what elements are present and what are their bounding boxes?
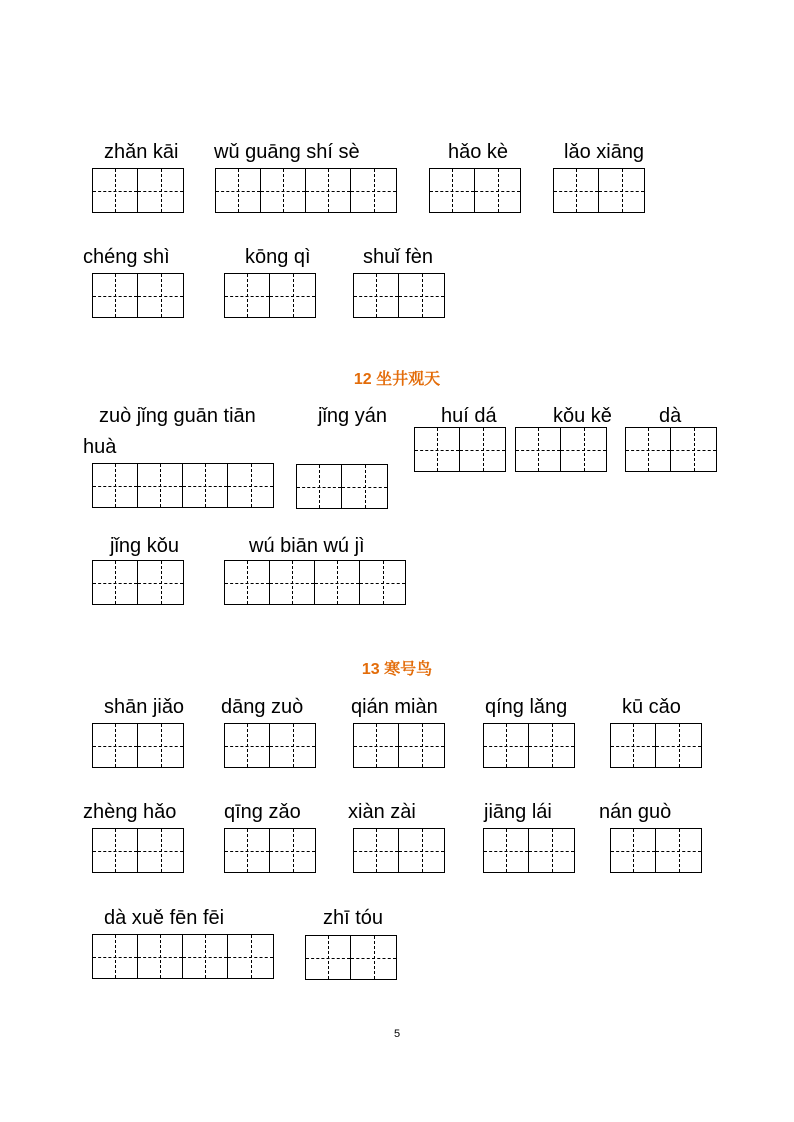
char-box-group	[92, 723, 184, 768]
char-box-group	[92, 934, 274, 979]
lesson-13-title: 13 寒号鸟	[361, 661, 433, 678]
pinyin-word: jǐng yán	[318, 405, 387, 427]
char-box-group	[515, 427, 607, 472]
pinyin-word: jiāng lái	[484, 801, 552, 823]
char-box-group	[224, 560, 406, 605]
pinyin-word: dāng zuò	[221, 696, 304, 718]
char-box-group	[483, 828, 575, 873]
pinyin-word: huí dá	[441, 405, 497, 427]
pinyin-word: kōng qì	[245, 246, 311, 268]
char-box-group	[224, 828, 316, 873]
pinyin-word: wú biān wú jì	[249, 535, 365, 557]
char-box-group	[296, 464, 388, 509]
pinyin-word: shuǐ fèn	[363, 246, 434, 268]
pinyin-word: wǔ guāng shí sè	[214, 141, 360, 163]
char-box-group	[92, 560, 184, 605]
char-box-group	[610, 723, 702, 768]
pinyin-word: lǎo xiāng	[564, 141, 645, 163]
pinyin-word: zhǎn kāi	[104, 141, 179, 163]
char-box-group	[92, 168, 184, 213]
char-box-group	[483, 723, 575, 768]
char-box-group	[305, 935, 397, 980]
char-box-group	[92, 828, 184, 873]
pinyin-word: shān jiǎo	[104, 696, 185, 718]
char-box-group	[353, 723, 445, 768]
pinyin-word: kū cǎo	[622, 696, 681, 718]
char-box-group	[353, 273, 445, 318]
pinyin-word: jǐng kǒu	[110, 535, 179, 557]
lesson-12-title: 12 坐井观天	[353, 371, 441, 388]
char-box-group	[610, 828, 702, 873]
pinyin-word: dà xuě fēn fēi	[104, 907, 225, 929]
char-box-group	[429, 168, 521, 213]
pinyin-word: kǒu kě	[553, 405, 612, 427]
char-box-group	[92, 273, 184, 318]
char-box-group	[92, 463, 274, 508]
pinyin-word: hǎo kè	[448, 141, 509, 163]
pinyin-word: chéng shì	[83, 246, 170, 268]
char-box-group	[625, 427, 717, 472]
pinyin-word: zhèng hǎo	[83, 801, 177, 823]
page-number: 5	[393, 1028, 401, 1040]
pinyin-word: qīng zǎo	[224, 801, 301, 823]
char-box-group	[224, 723, 316, 768]
pinyin-word-wrap: huà	[83, 436, 117, 458]
char-box-group	[414, 427, 506, 472]
char-box-group	[215, 168, 397, 213]
pinyin-word: xiàn zài	[348, 801, 416, 823]
pinyin-word: dà	[659, 405, 682, 427]
pinyin-word: qián miàn	[351, 696, 438, 718]
pinyin-word: nán guò	[599, 801, 672, 823]
pinyin-word: qíng lǎng	[485, 696, 568, 718]
char-box-group	[553, 168, 645, 213]
pinyin-word: zuò jǐng guān tiān	[99, 405, 256, 427]
char-box-group	[353, 828, 445, 873]
pinyin-word: zhī tóu	[323, 907, 384, 929]
char-box-group	[224, 273, 316, 318]
